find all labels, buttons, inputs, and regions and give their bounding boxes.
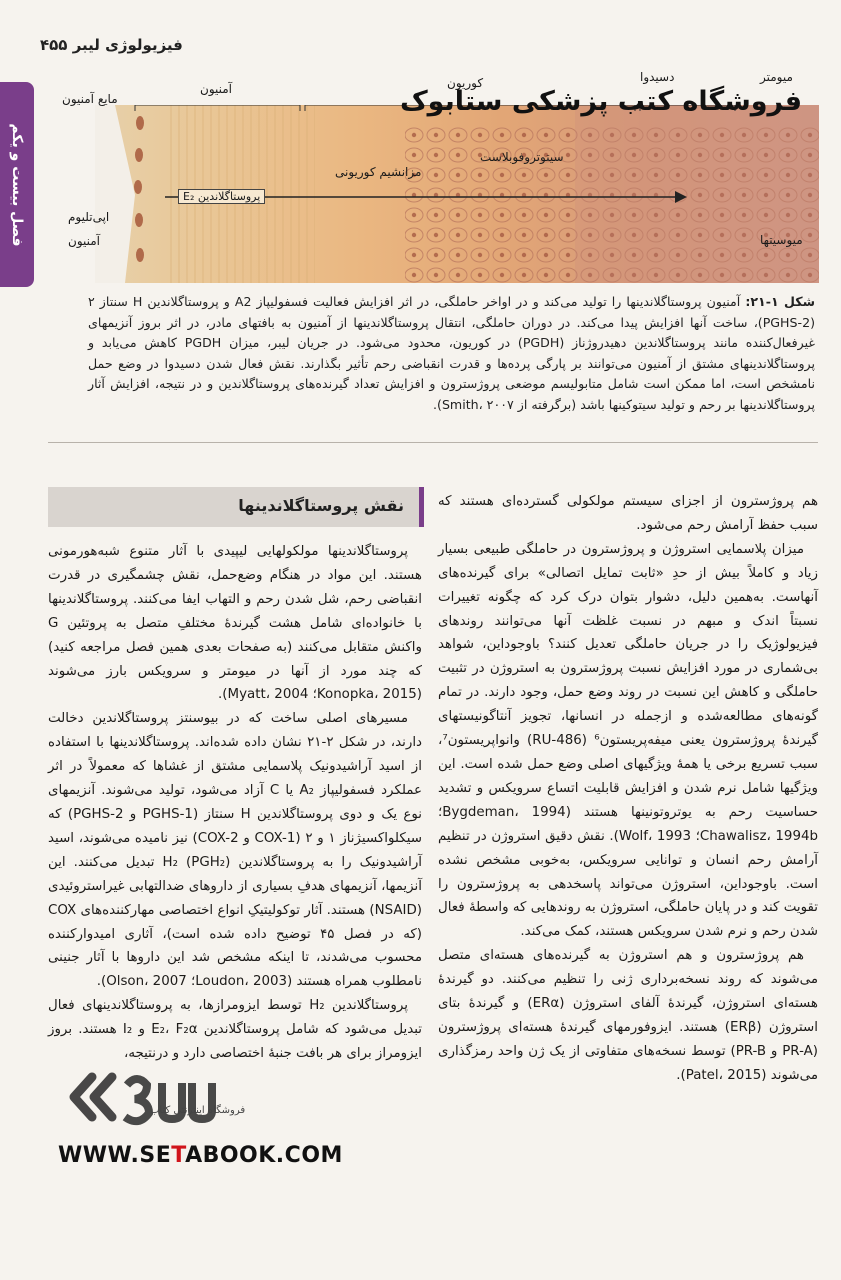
chapter-tab xyxy=(0,82,34,287)
left-column xyxy=(48,540,422,1066)
left-paragraph-3: پروستاگلاندین H₂ توسط ایزومرازها، به پروستاگلاندینهای فعال تبدیل می‌شود که شامل پروستاگلاندین E₂، F₂α و I₂ هستند. بروز ایزومراز برای هر بافت جنبهٔ اختصاصی دارد و درنتیجه، xyxy=(48,998,422,1062)
caption-text: آمنیون پروستاگلاندینها را تولید می‌کند و در اواخر حاملگی، در اثر افزایش فعالیت فسفولیپاز A2 و پروستاگلاندین H سنتاز ۲ (PGHS-2)، ساخت آنها افزایش پیدا می‌کند. در دوران حاملگی، انتقال پروستاگلاندینها از آمنیون به بافتهای مادر، در اثر بروز آنزیمهای غیرفعال‌کننده مانند پروستاگلاندین دهیدروژناز (PGDH) در کوریون، محدود می‌شود. در جریان لیبر، میزان PGDH کاهش می‌یابد و پروستاگلاندینهای مشتق از آمنیون می‌توانند بر پارگی پرده‌ها و قدرت انقباضی رحم تأثیر بگذارند. نقش فعال شدن دسیدوا در وضع حمل نامشخص است، اما ممکن است شامل متابولیسم موضعی پروژسترون و افزایش تعداد گیرنده‌های پروستاگلاندین و در نتیجه، افزایش آثار پروستاگلاندینها بر رحم و تولید سیتوکینها باشد (برگرفته از Smith، ۲۰۰۷). xyxy=(88,294,815,412)
right-column xyxy=(438,490,818,1088)
figure-membranes-illustration xyxy=(95,105,819,283)
decidua-label: دسیدوا xyxy=(640,70,675,84)
left-paragraph-2: مسیرهای اصلی ساخت که در بیوسنتز پروستاگلاندین دخالت دارند، در شکل ۲-۲۱ نشان داده شده‌اند. پروستاگلاندینها با استفاده از اسید آراشیدونیک پلاسمایی مشتق از غشاها که معمولاً در اثر عملکرد فسفولیپاز A₂ یا C آزاد می‌شود، تولید می‌شوند. آنزیمهای نوع یک و دوی پروستاگلاندین H سنتاز (PGHS-1 و PGHS-2) که سیکلواکسیژناز ۱ و ۲ (COX-1 و COX-2) نیز نامیده می‌شوند، اسید آراشیدونیک را به پروستاگلاندین H₂ (PGH₂) تبدیل می‌کنند. این آنزیمها، آنزیمهای هدفِ بسیاری از داروهای ضدالتهابی غیراستروئیدی (NSAID) هستند. آثار توکولیتیکِ انواع اختصاصی مهارکننده‌های COX (که در فصل ۴۵ توضیح داده شده است)، آثاری امیدوارکننده محسوب می‌شدند، تا اینکه مشخص شد این داروها با آثار جنینی نامطلوب همراه هستند (Loudon، 2003؛ Olson، 2007). xyxy=(48,711,423,990)
url-part-2: ABOOK.COM xyxy=(185,1143,343,1168)
url-part-1: WWW.SE xyxy=(58,1143,172,1168)
running-head: فیزیولوژی لیبر ۴۵۵ xyxy=(40,36,183,54)
amniotic-fluid-label: مایع آمنیون xyxy=(62,92,118,106)
section-heading-box xyxy=(48,487,424,527)
myometrium-label: میومتر xyxy=(760,70,793,84)
store-overlay-title: فروشگاه کتب پزشکی ستابوک xyxy=(400,86,803,117)
chapter-tab-label: فصل بیست و یکم xyxy=(9,122,25,247)
prostaglandin-e2-label: پروستاگلاندین E₂ xyxy=(178,189,265,204)
caption-divider xyxy=(48,442,818,443)
chorion-label: کوریون xyxy=(447,76,484,90)
right-paragraph-3: هم پروژسترون و هم استروژن به گیرنده‌های هسته‌ای متصل می‌شوند که روند نسخه‌برداری ژنی را تنظیم می‌کنند. دو گیرندهٔ هسته‌ای استروژن، گیرندهٔ آلفای استروژن (ERα) و گیرندهٔ بتای استروژن (ERβ) هستند. ایزوفورمهای گیرندهٔ هسته‌ای پروژسترون (PR-A و PR-B) توسط نسخه‌های متفاوتی از یک ژن واحد رمزگذاری می‌شوند (Patel، 2015). xyxy=(438,948,819,1083)
url-part-red: T xyxy=(171,1143,186,1168)
watermark-subtitle: فروشگاه اینترنتی کتاب xyxy=(150,1105,246,1116)
chorionic-mesenchyme-label: مزانشیم کوریونی xyxy=(335,165,422,179)
caption-label: شکل ۱-۲۱: xyxy=(745,294,815,309)
watermark-url xyxy=(58,1143,343,1168)
figure-caption xyxy=(88,292,815,416)
section-heading: نقش پروستاگلاندینها xyxy=(238,496,404,515)
right-paragraph-2: میزان پلاسمایی استروژن و پروژسترون در حاملگی طبیعی بسیار زیاد و کاملاً بیش از حدِ «ثابت تمایل اتصالی» برای گیرنده‌های آنهاست. به‌همین دلیل، دشوار بتوان درک کرد که چگونه تغییرات نسبتاً اندک و مبهم در نسبت غلظت آنها می‌توانند روندهای فیزیولوژیک را در جریان حاملگی تعدیل کنند؟ باوجوداین، شواهد بی‌شماری در مورد افزایش نسبت پروژسترون به استروژن در تثبیت حاملگی و کاهش این نسبت در روند وضع حمل، وجود دارند. در تمام گونه‌های مطالعه‌شده و ازجمله در انسانها، تجویز آنتاگونیستهای گیرندهٔ پروژسترون یعنی میفه‌پریستون⁶ (RU-486) وانواپریستون⁷، سبب تسریع برخی یا همهٔ ویژگیهای اصلی وضع حمل شده است. این ویژگیها شامل نرم شدن و افزایش قابلیت اتساع سرویکس و تشدید حساسیت رحم به یوتروتونینها هستند (Bygdeman، 1994؛ Chawalisz، 1994b؛ Wolf، 1993). نقش دقیق استروژن در تنظیم آرامش رحم انسان و توانایی سرویکس، به‌خوبی مشخص نشده است. باوجوداین، استروژن می‌تواند پاسخدهی به پروژسترون را تقویت کند و در پایان حاملگی، استروژن به روندهایی که واسطهٔ فعال شدن رحم و نرم شدن سرویکس هستند، کمک می‌کند. xyxy=(438,541,818,940)
myocytes-label: میوسیتها xyxy=(760,233,803,247)
amnion-epithelium-label-1: اپی‌تلیوم xyxy=(68,210,110,224)
amnion-label: آمنیون xyxy=(200,82,233,96)
syncytiotrophoblast-label: سیتوتروفوبلاست xyxy=(480,150,564,164)
left-paragraph-1: پروستاگلاندینها مولکولهایی لیپیدی با آثار متنوع شبه‌هورمونی هستند. این مواد در هنگام وضع‌حمل، نقش چشمگیری در قدرت انقباضی رحم، شل شدن رحم و التهاب ایفا می‌کنند. پروستاگلاندینها با خانواده‌ای شامل هشت گیرندهٔ مختلفِ متصل به پروتئین G واکنش متقابل می‌کنند (به صفحات بعدی همین فصل مراجعه کنید) که چند مورد از آنها در میومتر و سرویکس بارز می‌شوند (Konopka، 2015؛ Myatt، 2004). xyxy=(48,544,422,703)
right-paragraph-1: هم پروژسترون از اجزای سیستم مولکولی گسترده‌ای هستند که سبب حفظ آرامش رحم می‌شود. xyxy=(438,494,818,533)
amnion-epithelium-label-2: آمنیون xyxy=(68,234,101,248)
